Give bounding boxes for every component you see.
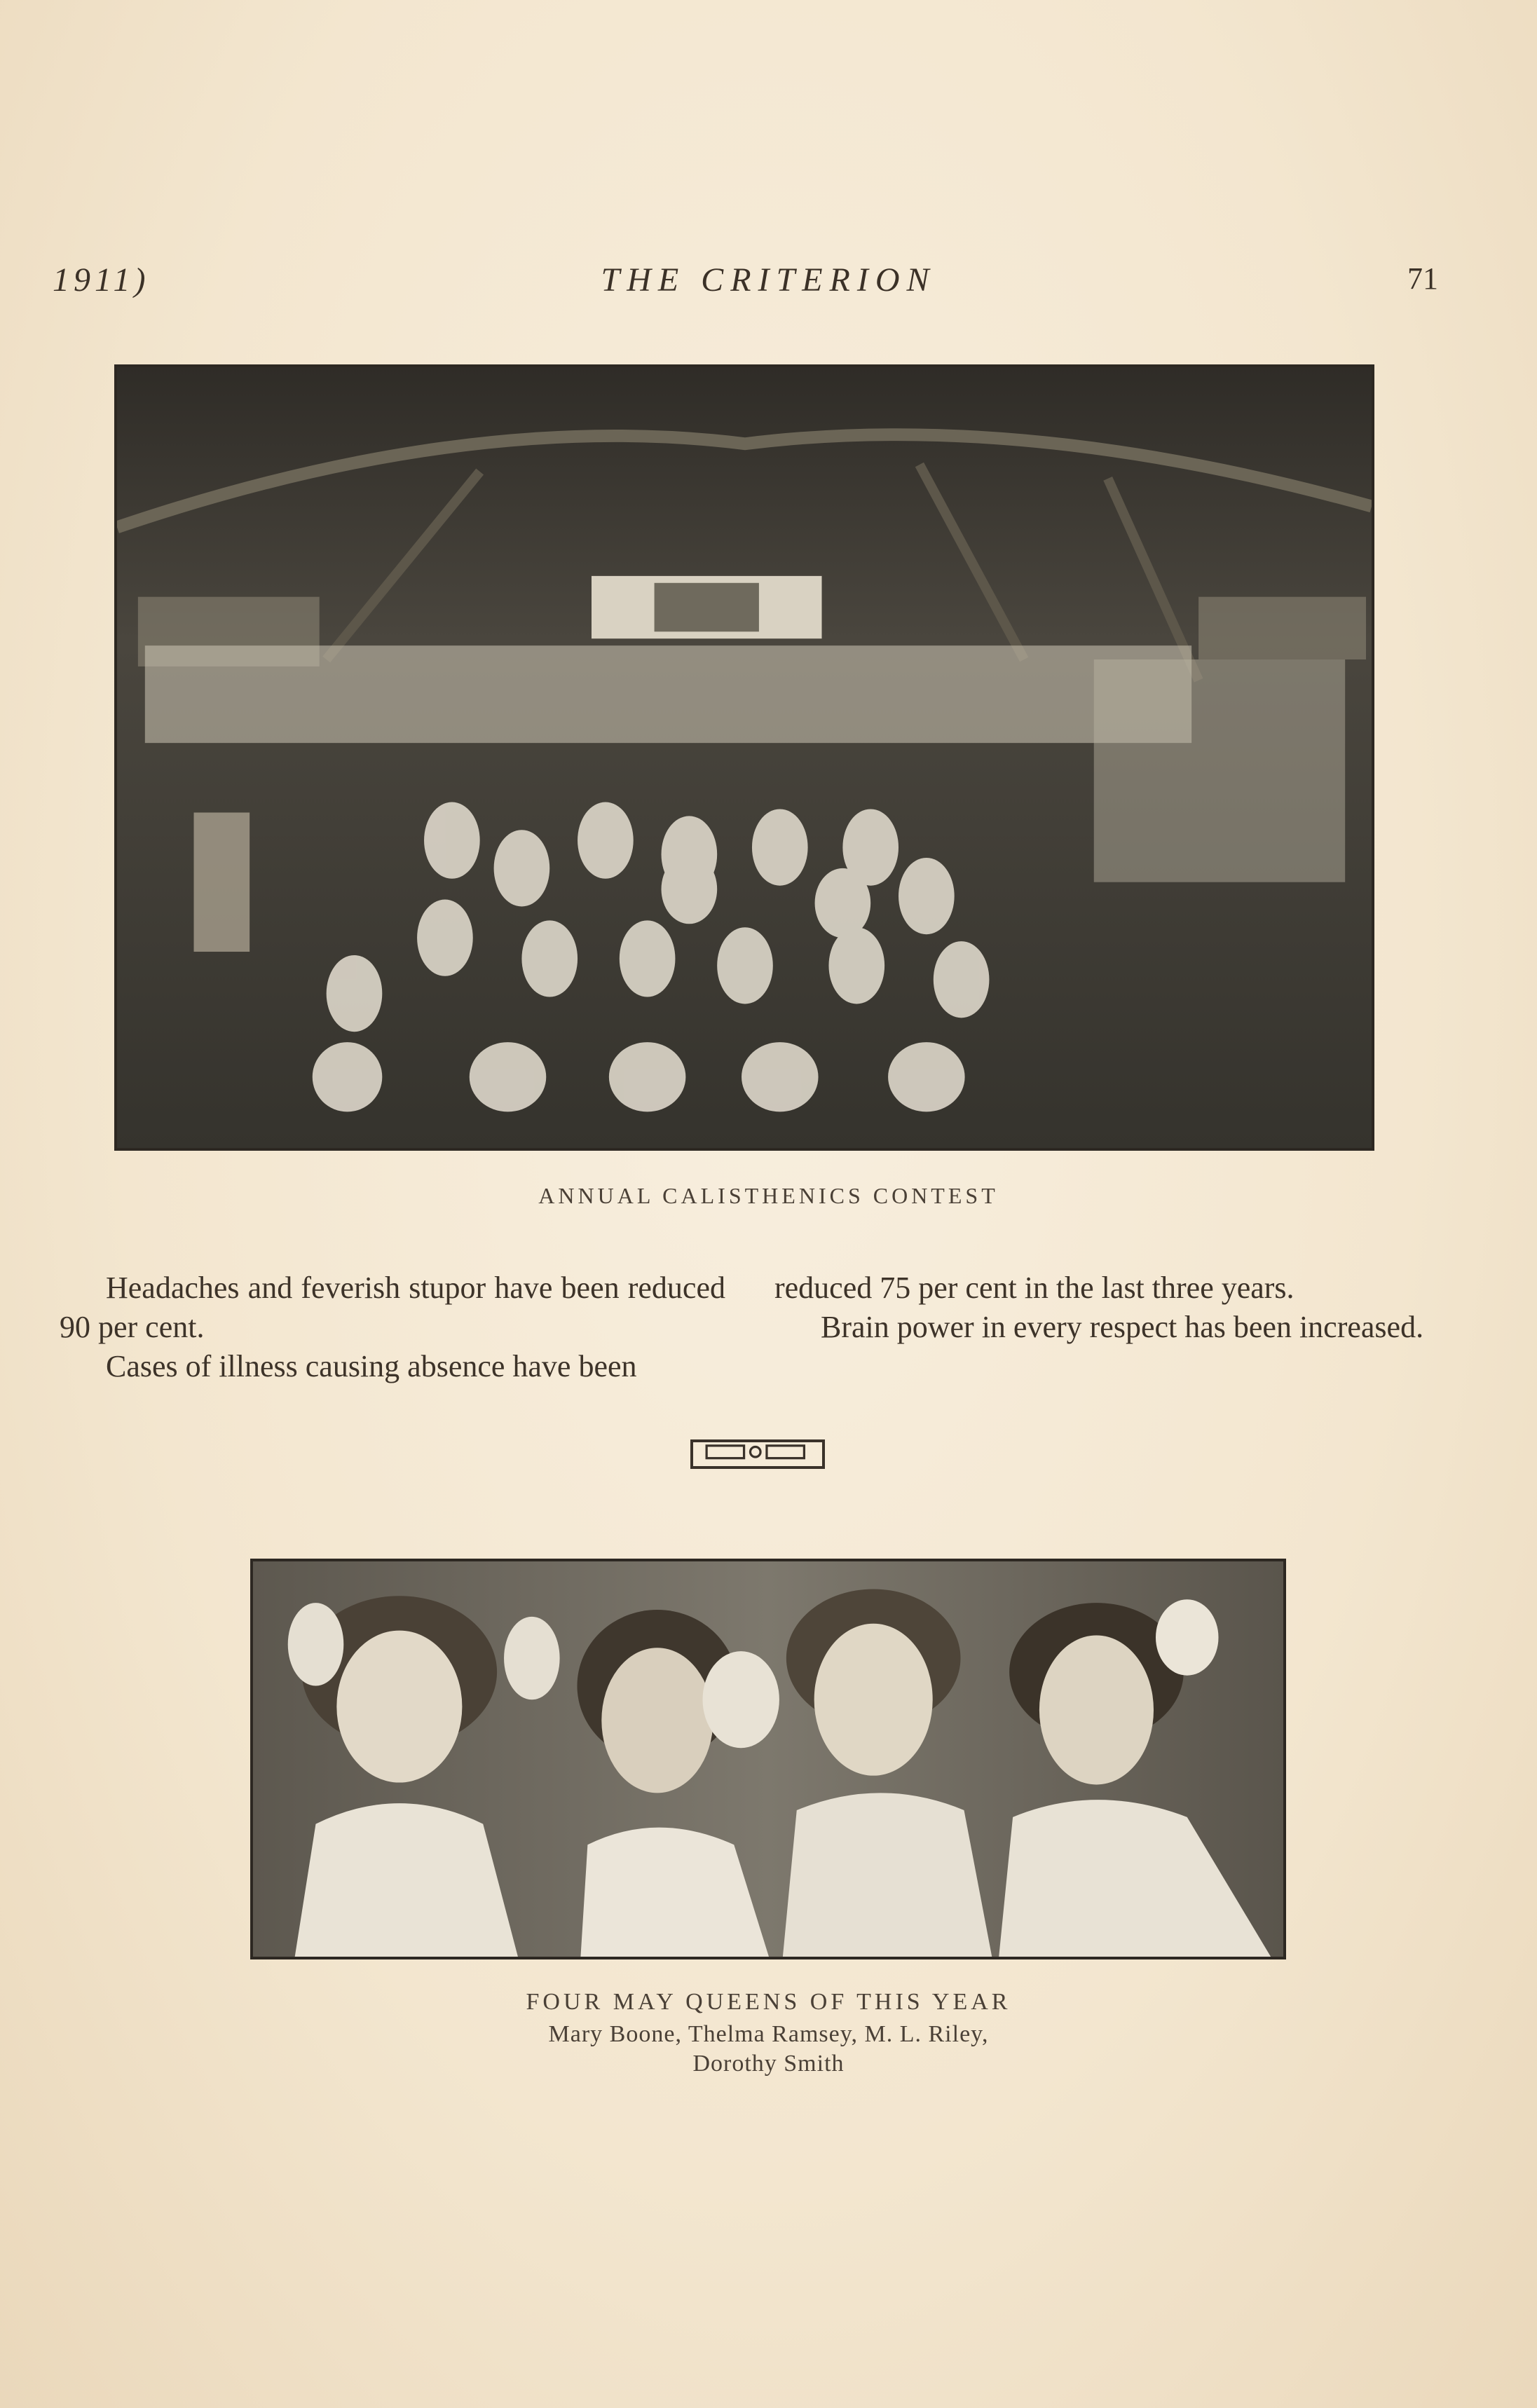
may-queens-names — [0, 2020, 1537, 2079]
ornament-divider — [690, 1439, 825, 1469]
paragraph-illness-end: reduced 75 per cent in the last three years. — [774, 1271, 1295, 1305]
names-line-1: Mary Boone, Thelma Ramsey, M. L. Riley, — [548, 2021, 989, 2047]
calisthenics-photo — [114, 364, 1374, 1151]
right-column — [774, 1268, 1440, 1347]
header-year: 1911) — [53, 261, 150, 299]
page-number: 71 — [1407, 261, 1438, 296]
calisthenics-photo-image — [117, 367, 1372, 1148]
journal-title: THE CRITERION — [601, 261, 936, 299]
paragraph-headaches: Headaches and feverish stupor have been reduced 90 per cent. — [60, 1271, 725, 1344]
names-line-2: Dorothy Smith — [692, 2051, 845, 2077]
left-column — [60, 1268, 725, 1386]
may-queens-photo-image — [253, 1561, 1283, 1957]
paragraph-brain-power: Brain power in every respect has been increased. — [821, 1310, 1424, 1344]
paragraph-illness-start: Cases of illness causing absence have been — [106, 1349, 637, 1383]
ornament-icon — [693, 1442, 822, 1466]
calisthenics-caption: ANNUAL CALISTHENICS CONTEST — [538, 1183, 999, 1208]
may-queens-caption: FOUR MAY QUEENS OF THIS YEAR — [526, 1989, 1011, 2015]
may-queens-photo — [250, 1559, 1286, 1959]
